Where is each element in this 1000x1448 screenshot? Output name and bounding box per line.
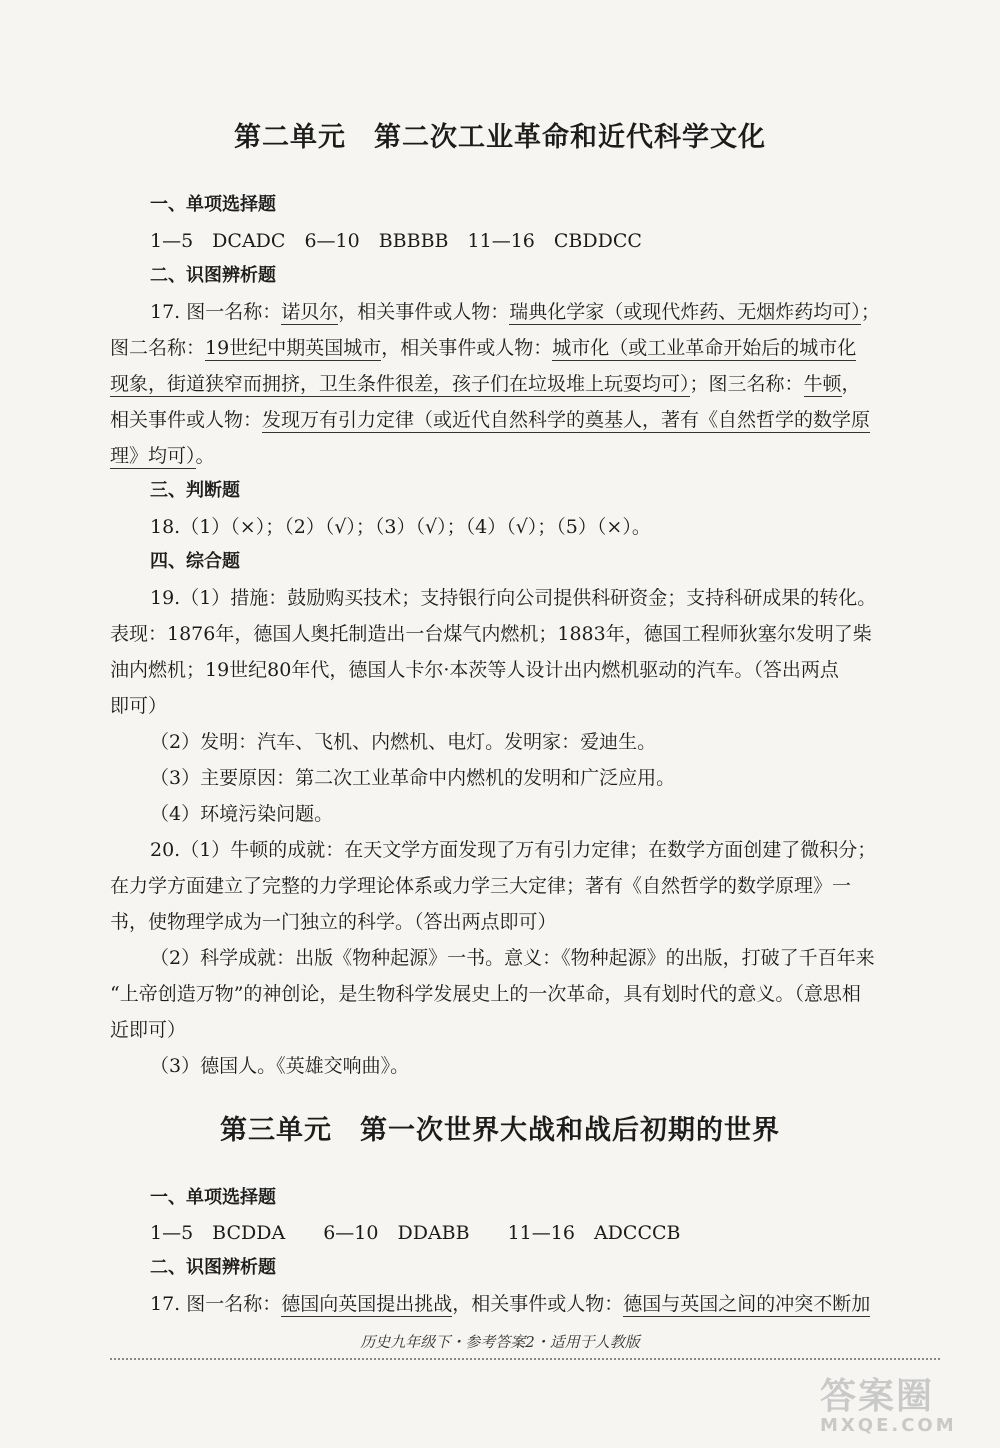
unit2-q20-line: 近即可） [110,1019,187,1041]
footer-text: 历史九年级下・参考答案2・适用于人教版 [350,1333,650,1351]
watermark-logo [820,1368,970,1438]
q17-answer-fig2-related: 城市化（或工业革命开始后的城市化 [552,337,857,359]
footer-divider [110,1358,940,1360]
unit2-section-comprehensive: 四、综合题 [150,551,240,572]
q17-text: ；图三名称： [689,373,804,395]
q17-text: ，相关事件或人物： [452,1293,624,1315]
q17-text: 相关事件或人物： [110,409,263,431]
unit2-q20-line: 20.（1）牛顿的成就：在天文学方面发现了万有引力定律；在数学方面创建了微积分； [150,839,877,861]
unit2-q19-line: 表现：1876年，德国人奥托制造出一台煤气内燃机；1883年，德国工程师狄塞尔发明了柴 [110,623,872,645]
q17-text: ，相关事件或人物： [381,337,553,359]
unit3-title: 第三单元 第一次世界大战和战后初期的世界 [220,1115,780,1146]
q17-answer-fig1-name: 德国向英国提出挑战 [281,1293,453,1315]
watermark-sub: MXQE.COM [820,1415,957,1436]
q17-text: 。 [195,445,215,467]
q17-text: ； [860,301,880,323]
q17-answer-fig3-name: 牛顿 [803,373,842,395]
q17-answer-fig1-name: 诺贝尔 [281,301,339,323]
unit2-section-picture-analysis: 二、识图辨析题 [150,265,276,286]
q17-text: 17. 图一名称： [150,301,282,323]
q17-text: ，相关事件或人物： [338,301,510,323]
q17-text: 图二名称： [110,337,206,359]
q17-answer-fig3-related: 发现万有引力定律（或近代自然科学的奠基人，著有《自然哲学的数学原 [262,409,871,431]
watermark-main: 答案圈 [820,1376,935,1417]
unit2-q20-line: （3）德国人。《英雄交响曲》。 [150,1055,410,1077]
q17-answer-fig2-name: 19世纪中期英国城市 [205,337,382,359]
unit2-q19-line: （4）环境污染问题。 [150,803,334,825]
unit2-title: 第二单元 第二次工业革命和近代科学文化 [234,122,766,153]
q17-text: 17. 图一名称： [150,1293,282,1315]
unit2-q17-line4 [110,407,940,433]
unit2-section-true-false: 三、判断题 [150,480,240,501]
q17-text: ， [841,373,861,395]
unit3-section-picture-analysis: 二、识图辨析题 [150,1257,276,1278]
page-footer [0,1331,1000,1352]
unit2-section-multiple-choice: 一、单项选择题 [150,194,276,215]
unit2-q20-line: 在力学方面建立了完整的力学理论体系或力学三大定律；著有《自然哲学的数学原理》一 [110,875,852,897]
unit3-q17-line1 [150,1291,940,1317]
unit2-q19-line: 油内燃机；19世纪80年代，德国人卡尔·本茨等人设计出内燃机驱动的汽车。（答出两点 [110,659,839,681]
unit2-mcq-answers: 1—5 DCADC 6—10 BBBBB 11—16 CBDDCC [150,230,642,252]
unit2-q19-line: （2）发明：汽车、飞机、内燃机、电灯。发明家：爱迪生。 [150,731,657,753]
q17-answer-fig3-related-cont: 理》均可） [110,445,196,467]
q17-answer-fig1-related: 瑞典化学家（或现代炸药、无烟炸药均可） [509,301,861,323]
unit2-q19-line: 即可） [110,695,168,717]
unit2-q20-line: “上帝创造万物”的神创论，是生物科学发展史上的一次革命，具有划时代的意义。（意思相 [110,983,861,1005]
unit2-q17-line1 [150,299,940,325]
unit2-q19-line: 19.（1）措施：鼓励购买技术；支持银行向公司提供科研资金；支持科研成果的转化。 [150,587,877,609]
unit2-q20-line: 书，使物理学成为一门独立的科学。（答出两点即可） [110,911,557,933]
unit3-section-multiple-choice: 一、单项选择题 [150,1187,276,1208]
q17-answer-fig2-related-cont: 现象，街道狭窄而拥挤，卫生条件很差，孩子们在垃圾堆上玩耍均可） [110,373,690,395]
unit2-q17-line2 [110,335,940,361]
unit2-q18: 18.（1）（×）；（2）（√）；（3）（√）；（4）（√）；（5）（×）。 [150,516,651,538]
unit2-q20-line: （2）科学成就：出版《物种起源》一书。意义：《物种起源》的出版，打破了千百年来 [150,947,875,969]
unit3-mcq-answers: 1—5 BCDDA 6—10 DDABB 11—16 ADCCCB [150,1222,681,1244]
unit2-q19-line: （3）主要原因：第二次工业革命中内燃机的发明和广泛应用。 [150,767,676,789]
unit2-q17-line3 [110,371,940,397]
q17-answer-fig1-related: 德国与英国之间的冲突不断加 [623,1293,871,1315]
unit2-q17-line5 [110,443,940,469]
